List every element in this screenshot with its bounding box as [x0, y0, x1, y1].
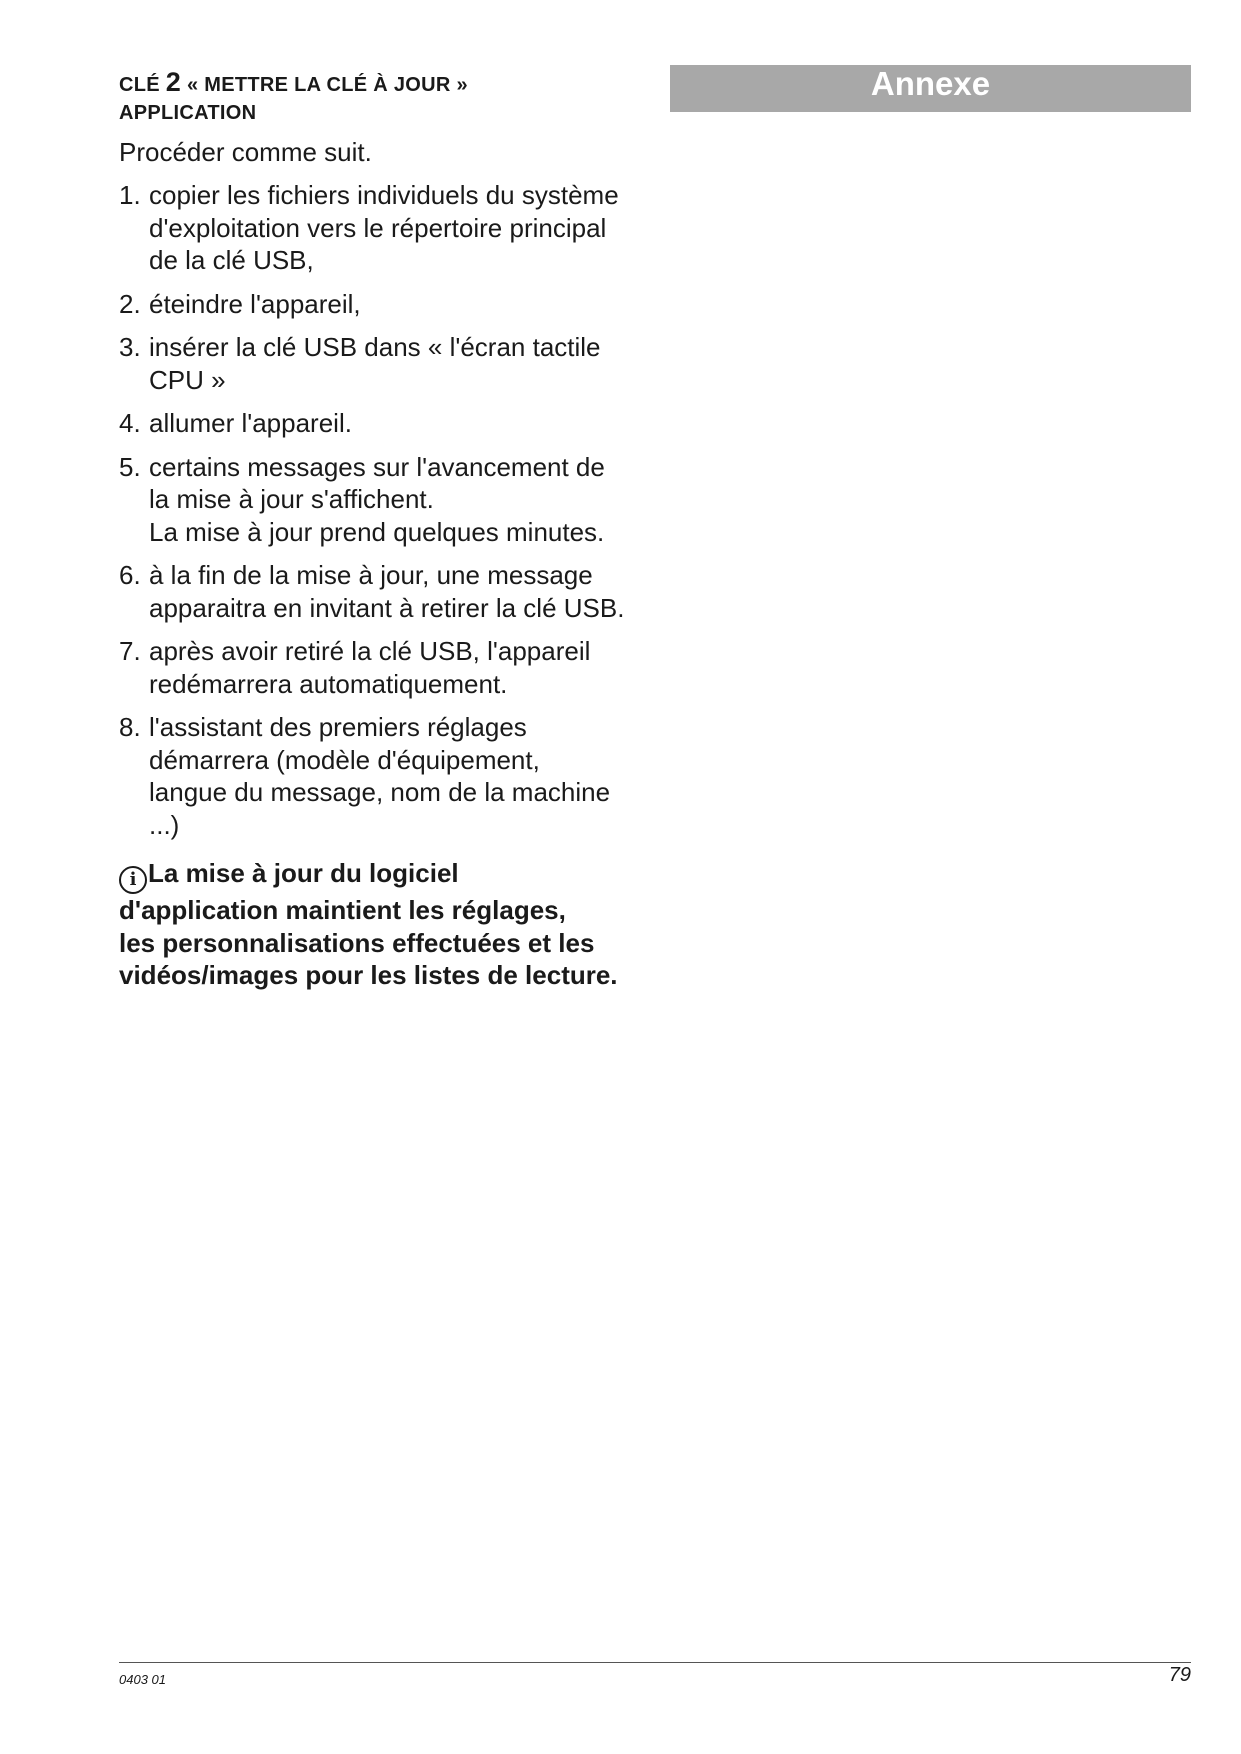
step-number: 5. — [119, 451, 141, 482]
step-text-line: éteindre l'appareil, — [149, 288, 361, 319]
step-text-line: redémarrera automatiquement. — [149, 668, 508, 699]
step-text-line: de la clé USB, — [149, 245, 314, 275]
heading-number: 2 — [165, 67, 182, 97]
heading-rest: « METTRE LA CLÉ À JOUR » — [186, 74, 468, 96]
heading-prefix: CLÉ — [119, 74, 160, 96]
step-text-line: d'exploitation vers le répertoire principal — [149, 212, 607, 243]
note-line: vidéos/images pour les listes de lecture. — [119, 960, 618, 990]
step-number: 6. — [119, 560, 141, 590]
step-text-line: à la fin de la mise à jour, une message — [149, 560, 593, 590]
annex-header — [670, 65, 1191, 112]
step-number: 7. — [119, 636, 141, 666]
step-text-line: allumer l'appareil. — [149, 408, 352, 438]
list-item — [119, 559, 659, 624]
step-text-line: l'assistant des premiers réglages — [149, 712, 527, 742]
list-item — [119, 635, 659, 700]
intro-text: Procéder comme suit. — [119, 137, 372, 167]
step-text-line: démarrera (modèle d'équipement, — [149, 744, 540, 775]
steps-list — [119, 179, 659, 841]
step-number: 4. — [119, 408, 141, 438]
step-text-line: la mise à jour s'affichent. — [149, 484, 434, 514]
annex-label: Annexe — [870, 65, 991, 102]
step-text-line: copier les fichiers individuels du système — [149, 180, 619, 210]
step-text-line: après avoir retiré la clé USB, l'appareil — [149, 636, 591, 666]
footer-divider — [119, 1662, 1191, 1663]
list-item — [119, 451, 659, 549]
list-item — [119, 711, 659, 841]
list-item — [119, 288, 659, 321]
step-text-line: apparaitra en invitant à retirer la clé USB. — [149, 592, 625, 623]
section-heading — [119, 68, 659, 127]
step-text-line: certains messages sur l'avancement de — [149, 451, 605, 482]
heading-line2: APPLICATION — [119, 102, 257, 124]
step-text-line: La mise à jour prend quelques minutes. — [149, 516, 605, 547]
step-text-line: CPU » — [149, 364, 226, 395]
step-text-line: langue du message, nom de la machine — [149, 777, 611, 807]
note-line: d'application maintient les réglages, — [119, 895, 566, 925]
note-line: La mise à jour du logiciel — [148, 858, 459, 888]
step-number: 2. — [119, 288, 141, 319]
note-line: les personnalisations effectuées et les — [119, 927, 595, 958]
step-number: 3. — [119, 332, 141, 362]
step-text-line: ...) — [149, 809, 180, 840]
step-number: 1. — [119, 180, 141, 210]
list-item — [119, 179, 659, 277]
info-note — [119, 857, 659, 992]
main-column — [119, 68, 659, 992]
list-item — [119, 331, 659, 396]
page-number: 79 — [1168, 1664, 1191, 1686]
step-number: 8. — [119, 712, 141, 742]
list-item — [119, 407, 659, 440]
document-code: 0403 01 — [119, 1672, 166, 1687]
step-text-line: insérer la clé USB dans « l'écran tactile — [149, 332, 601, 362]
info-icon: i — [119, 866, 147, 894]
